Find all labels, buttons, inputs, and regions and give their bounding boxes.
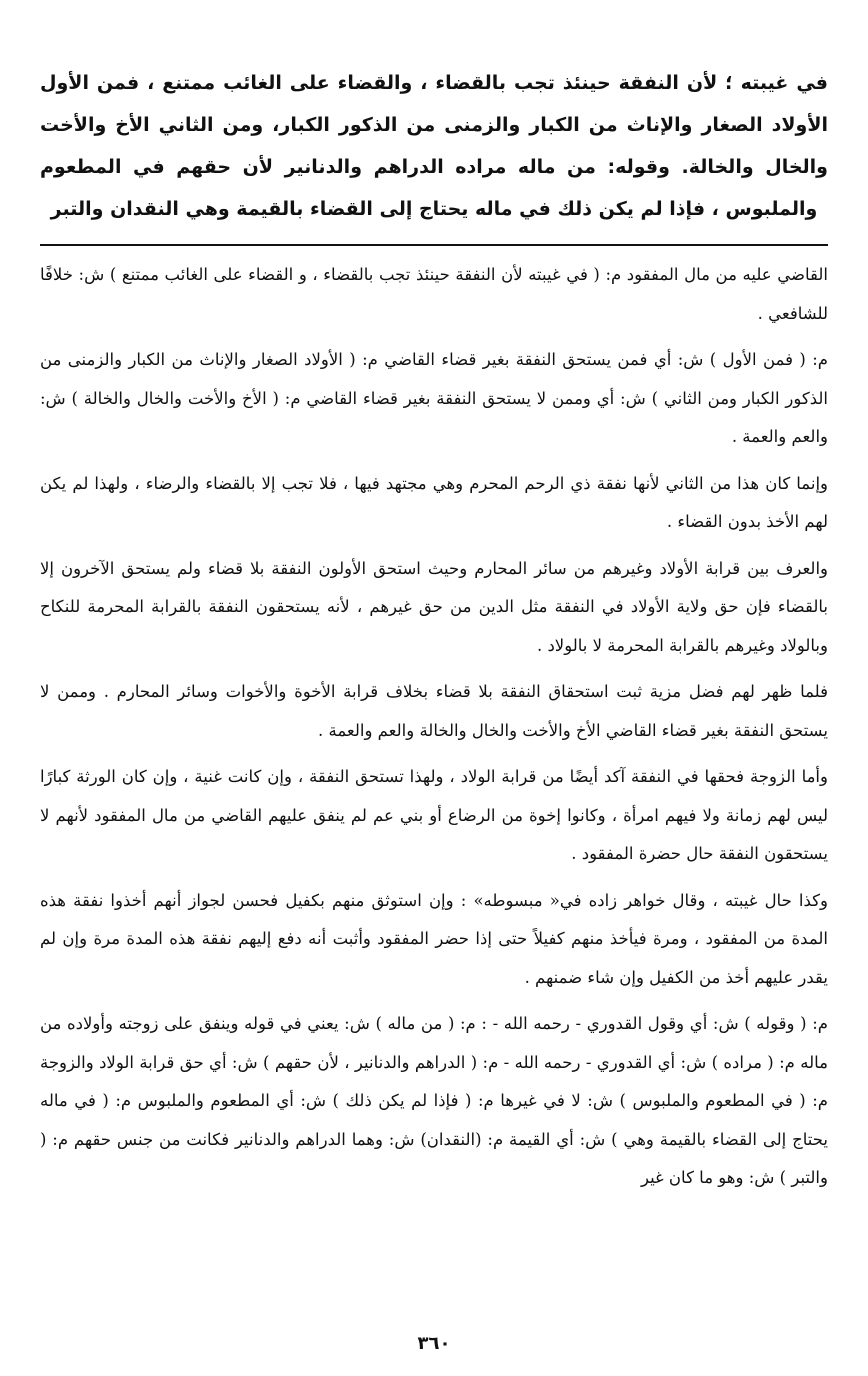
commentary xyxy=(40,256,828,1198)
main-text: في غيبته ؛ لأن النفقة حينئذ تجب بالقضاء ، والقضاء على الغائب ممتنع ، فمن الأول الأولاد الصغار والإناث من الكبار والزمنى من الذكور الكبار، ومن الثاني الأخ والأخت والخال والخالة. وقوله: من ماله مراده الدراهم والدنانير لأن حقهم في المطعوم والملبوس ، فإذا لم يكن ذلك في ماله يحتاج إلى القضاء بالقيمة وهي النقدان والتبر xyxy=(40,72,828,220)
text-divider xyxy=(40,244,828,246)
commentary-paragraph: م: ( وقوله ) ش: أي وقول القدوري - رحمه الله - : م: ( من ماله ) ش: يعني في قوله وينفق على زوجته وأولاده من ماله م: ( مراده ) ش: أي القدوري - رحمه الله - م: ( الدراهم والدنانير ، لأن حقهم ) ش: أي حق قرابة الولاد والزوجة م: ( في المطعوم والملبوس ) ش: لا في غيرها م: ( فإذا لم يكن ذلك ) ش: أي المطعوم والملبوس م: ( في ماله يحتاج إلى القضاء بالقيمة وهي ) ش: أي القيمة م: (النقدان) ش: وهما الدراهم والدنانير فكانت من جنس حقهم م: ( والتبر ) ش: وهو ما كان غير xyxy=(40,1014,828,1187)
commentary-paragraph: القاضي عليه من مال المفقود م: ( في غيبته لأن النفقة حينئذ تجب بالقضاء ، و القضاء على الغائب ممتنع ) ش: خلافًا للشافعي . xyxy=(40,265,828,323)
commentary-paragraph: فلما ظهر لهم فضل مزية ثبت استحقاق النفقة بلا قضاء بخلاف قرابة الأخوة والأخوات وسائر المحارم . وممن لا يستحق النفقة بغير قضاء القاضي الأخ والأخت والخال والخالة والعم والعمة . xyxy=(40,682,828,740)
page-number: ٣٦٠ xyxy=(417,1333,451,1354)
book-page xyxy=(40,62,828,1376)
commentary-paragraph: وإنما كان هذا من الثاني لأنها نفقة ذي الرحم المحرم وهي مجتهد فيها ، فلا تجب إلا بالقضاء والرضاء ، ولهذا لم يكن لهم الأخذ بدون القضاء . xyxy=(40,473,828,531)
commentary-paragraph: وأما الزوجة فحقها في النفقة آكد أيضًا من قرابة الولاد ، ولهذا تستحق النفقة ، وإن كانت غنية ، وإن كان الورثة كبارًا ليس لهم زمانة ولا فيهم امرأة ، وكانوا إخوة من الرضاع أو بني عم لم ينفق عليهم القاضي من مال المفقود لأنهم لا يستحقون النفقة حال حضرة المفقود . xyxy=(40,767,828,863)
commentary-paragraph: وكذا حال غيبته ، وقال خواهر زاده في« مبسوطه» : وإن استوثق منهم بكفيل فحسن لجواز أنهم أخذوا نفقة هذه المدة من المفقود ، ومرة فيأخذ منهم كفيلاً حتى إذا حضر المفقود وأثبت أنه دفع إليهم نفقة هذه المدة مرة وإن لم يقدر عليهم أخذ من الكفيل وإن شاء ضمنهم . xyxy=(40,890,828,987)
commentary-paragraph: م: ( فمن الأول ) ش: أي فمن يستحق النفقة بغير قضاء القاضي م: ( الأولاد الصغار والإناث من الكبار والزمنى من الذكور الكبار ومن الثاني ) ش: أي وممن لا يستحق النفقة بغير قضاء القاضي م: ( الأخ والأخت والخال والخالة ) ش: والعم والعمة . xyxy=(40,350,828,446)
commentary-paragraph: والعرف بين قرابة الأولاد وغيرهم من سائر المحارم وحيث استحق الأولون النفقة بلا قضاء ولم يستحق الآخرون إلا بالقضاء فإن حق ولاية الأولاد في النفقة مثل الدين من حق غيرهم ، لأنه يستحقون النفقة بالقرابة المحرمة للنكاح وبالولاد وغيرهم بالقرابة المحرمة لا بالولاد . xyxy=(40,558,828,655)
